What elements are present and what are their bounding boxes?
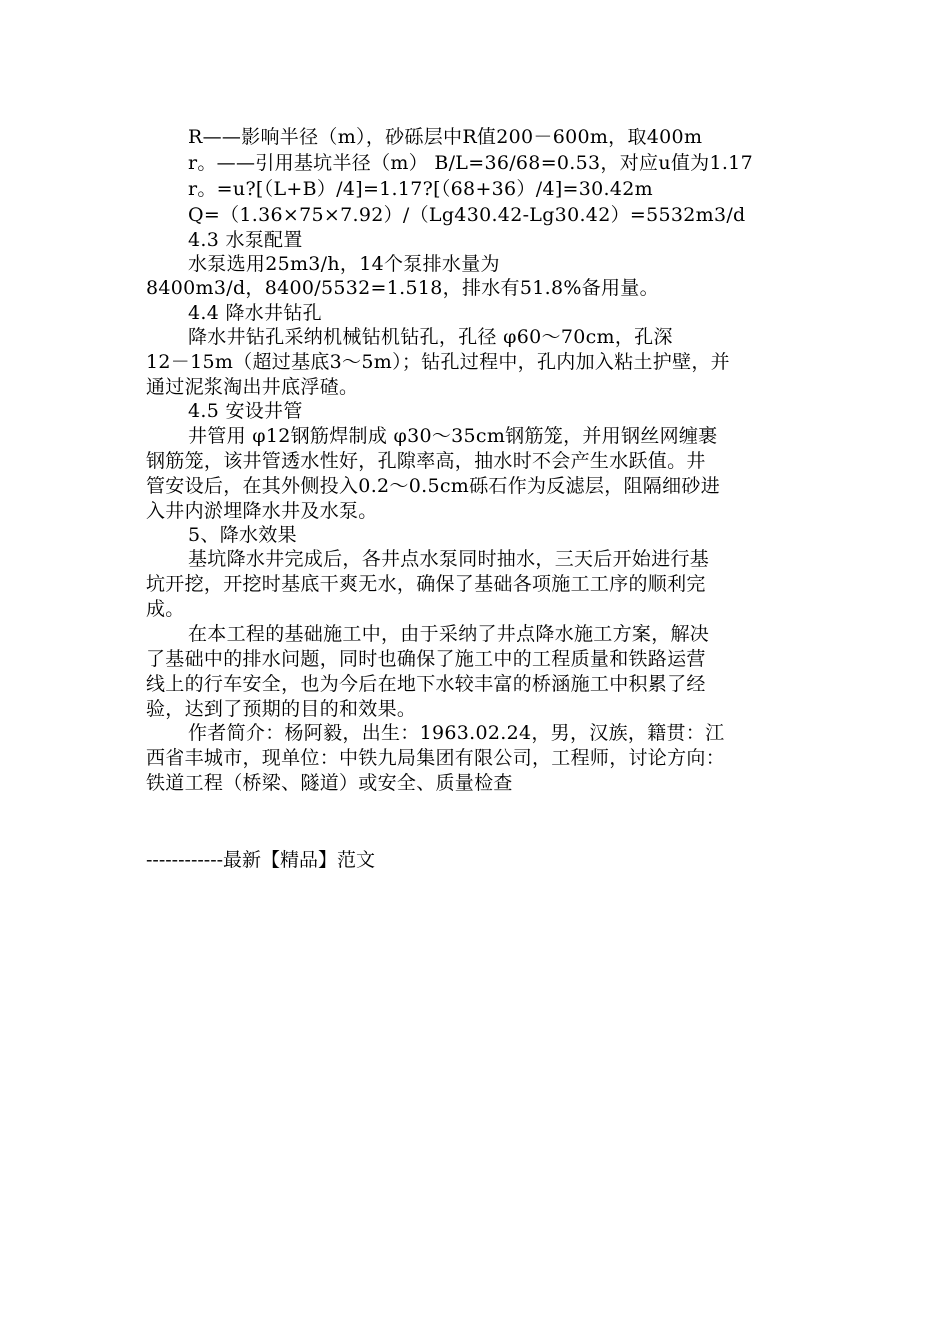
text-line: 水泵选用25m3/h，14个泵排水量为 (188, 253, 500, 275)
text-line: 入井内淤埋降水井及水泵。 (146, 500, 378, 522)
section-heading: 4.4 降水井钻孔 (188, 302, 322, 324)
section-heading: 4.5 安设井管 (188, 400, 303, 422)
text-line: 线上的行车安全，也为今后在地下水较丰富的桥涵施工中积累了经 (146, 673, 706, 695)
text-line: 坑开挖，开挖时基底干爽无水，确保了基础各项施工工序的顺利完 (146, 573, 706, 595)
text-line: 验，达到了预期的目的和效果。 (146, 698, 417, 720)
footer-text: ------------最新【精品】范文 (146, 849, 376, 871)
text-line: 成。 (146, 598, 185, 620)
text-line: 8400m3/d，8400/5532=1.518，排水有51.8%备用量。 (146, 277, 659, 299)
text-line: r。——引用基坑半径（m） B/L=36/68=0.53，对应u值为1.17 (188, 152, 753, 174)
section-heading: 5、降水效果 (188, 524, 297, 546)
text-line: 井管用 φ12钢筋焊制成 φ30～35cm钢筋笼，并用钢丝网缠裹 (188, 425, 718, 447)
text-line: Q=（1.36×75×7.92）/（Lg430.42-Lg30.42）=5532m3/d (188, 204, 746, 226)
text-line: 12－15m（超过基底3～5m）；钻孔过程中，孔内加入粘土护壁，并 (146, 351, 730, 373)
text-line: 降水井钻孔采纳机械钻机钻孔，孔径 φ60～70cm，孔深 (188, 326, 673, 348)
text-line: 基坑降水井完成后，各井点水泵同时抽水，三天后开始进行基 (188, 548, 710, 570)
text-line: 管安设后，在其外侧投入0.2～0.5cm砾石作为反滤层，阻隔细砂进 (146, 475, 720, 497)
text-line: r。=u?[（L+B）/4]=1.17?[（68+36）/4]=30.42m (188, 178, 653, 200)
text-line: 在本工程的基础施工中，由于采纳了井点降水施工方案，解决 (188, 623, 710, 645)
text-line: 通过泥浆淘出井底浮碴。 (146, 376, 359, 398)
text-line: 钢筋笼，该井管透水性好，孔隙率高，抽水时不会产生水跃值。井 (146, 450, 706, 472)
author-info: 西省丰城市，现单位：中铁九局集团有限公司，工程师，讨论方向： (146, 747, 726, 769)
section-heading: 4.3 水泵配置 (188, 229, 303, 251)
author-info: 作者简介：杨阿毅，出生：1963.02.24，男，汉族，籍贯：江 (188, 722, 725, 744)
text-line: 了基础中的排水问题，同时也确保了施工中的工程质量和铁路运营 (146, 648, 706, 670)
text-line: R——影响半径（m），砂砾层中R值200－600m，取400m (188, 126, 703, 148)
author-info: 铁道工程（桥梁、隧道）或安全、质量检查 (146, 772, 513, 794)
